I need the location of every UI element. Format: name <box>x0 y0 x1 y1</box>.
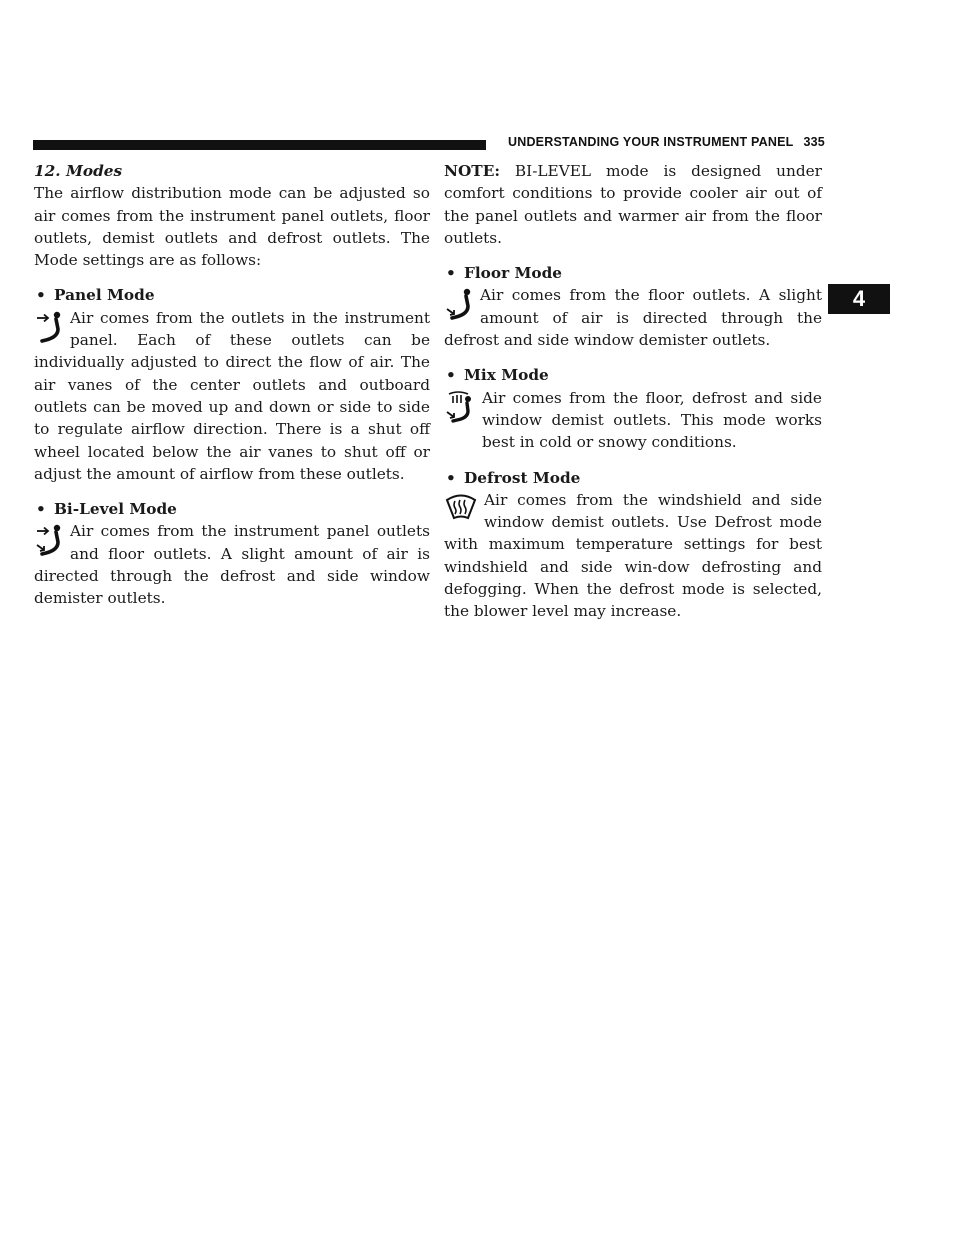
defrost-mode-heading <box>444 467 822 489</box>
panel-mode-title: Panel Mode <box>54 286 155 305</box>
defrost-mode-icon <box>444 492 478 522</box>
panel-mode-body <box>34 307 430 485</box>
defrost-mode-title: Defrost Mode <box>464 468 581 487</box>
defrost-mode-body <box>444 489 822 623</box>
intro-paragraph: The airflow distribution mode can be adjusted so air comes from the instrument panel outlets, floor outlets, demist outlets and defrost outlets. The Mode settings are as follows: <box>34 184 430 270</box>
bullet: • <box>446 366 456 385</box>
mix-mode-text-wrap <box>482 387 822 454</box>
panel-mode-heading <box>34 284 430 306</box>
bullet: • <box>446 264 456 283</box>
defrost-mode-text: Air comes from the windshield and side window demist outlets. Use Defrost mode with maximum temperature settings for best windshield and side win-dow defrosting and defogging. When the defrost mode is selected, the blower level may increase. <box>444 490 822 621</box>
floor-mode-title: Floor Mode <box>464 264 563 283</box>
panel-mode-icon <box>34 310 64 344</box>
mix-mode-title: Mix Mode <box>464 366 549 385</box>
running-header <box>508 135 825 149</box>
page-number: 335 <box>803 135 825 149</box>
bullet: • <box>36 500 46 519</box>
mix-mode-icon <box>444 390 474 424</box>
bi-level-mode-icon <box>34 523 64 557</box>
floor-mode-icon <box>444 287 474 321</box>
mix-mode-heading <box>444 364 822 386</box>
header-title: UNDERSTANDING YOUR INSTRUMENT PANEL <box>508 135 794 149</box>
section-heading <box>34 160 430 182</box>
note-text: BI-LEVEL mode is designed under comfort conditions to provide cooler air out of the panel outlets and warmer air from the floor outlets. <box>444 162 822 247</box>
mix-mode-body <box>444 387 822 454</box>
bullet: • <box>446 468 456 487</box>
chapter-tab: 4 <box>828 284 890 314</box>
note-label: NOTE: <box>444 162 500 180</box>
bi-level-mode-body <box>34 520 430 609</box>
section-number: 12. <box>34 162 61 180</box>
bullet: • <box>36 286 46 305</box>
header-rule <box>33 140 486 150</box>
bi-level-mode-title: Bi-Level Mode <box>54 500 177 519</box>
note-paragraph <box>444 160 822 249</box>
left-column <box>34 160 430 610</box>
mix-mode-text: Air comes from the floor, defrost and side window demist outlets. This mode works best in cold or snowy conditions. <box>482 388 822 452</box>
right-column <box>444 160 822 623</box>
section-title: Modes <box>65 162 123 180</box>
floor-mode-text: Air comes from the floor outlets. A slight amount of air is directed through the defrost and side window demister outlets. <box>444 286 822 350</box>
panel-mode-text: Air comes from the outlets in the instrument panel. Each of these outlets can be individually adjusted to direct the flow of air. The air vanes of the center outlets and outboard outlets can be moved up and down or side to side to regulate airflow direction. There is a shut off wheel located below the air vanes to shut off or adjust the amount of airflow from these outlets. <box>34 308 430 483</box>
bi-level-mode-heading <box>34 498 430 520</box>
floor-mode-body <box>444 284 822 351</box>
floor-mode-heading <box>444 262 822 284</box>
bi-level-mode-text: Air comes from the instrument panel outlets and floor outlets. A slight amount of air is directed through the defrost and side window demister outlets. <box>34 522 430 608</box>
